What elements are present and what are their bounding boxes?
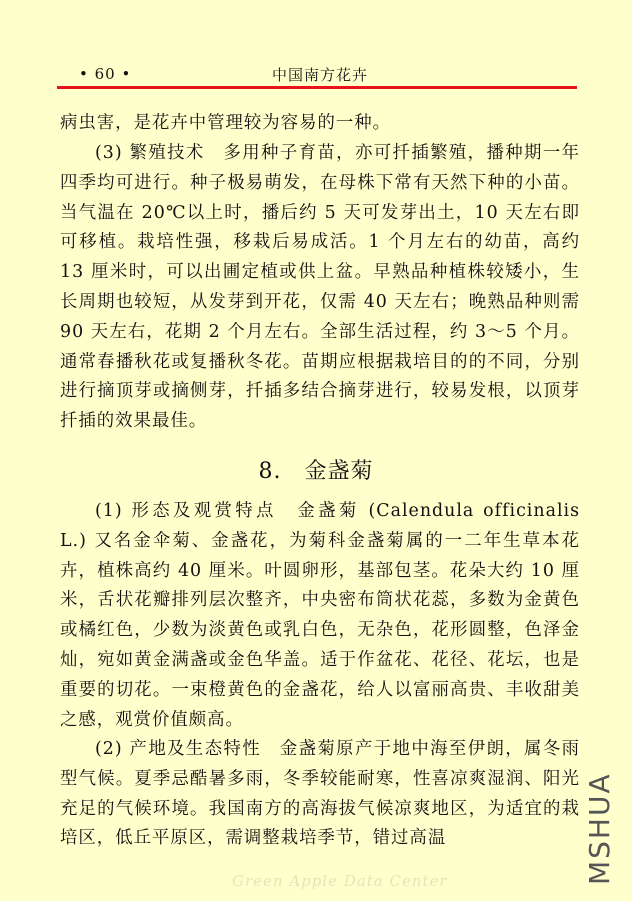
page-header [57,64,577,88]
paragraph-propagation: (3) 繁殖技术 多用种子育苗，亦可扦插繁殖，播种期一年四季均可进行。种子极易萌发，在母株下常有天然下种的小苗。当气温在 20℃以上时，播后约 5 天可发芽出土，10 天左右即可移植。栽培性强，移栽后易成活。1 个月左右的幼苗，高约 13 厘米时，可以出圃定植或供上盆。早熟品种植株较矮小，生长周期也较短，从发芽到开花，仅需 40 天左右；晚熟品种则需 90 天左右，花期 2 个月左右。全部生活过程，约 3～5 个月。通常春播秋花或复播秋冬花。苗期应根据栽培目的的不同，分别进行摘顶芽或摘侧芽，扦插多结合摘芽进行，较易发根，以顶芽扦插的效果最佳。 [60,143,580,432]
page-number: • 60 • [79,65,132,83]
side-logo: MSHUA [583,772,616,885]
paragraph-pest: 病虫害，是花卉中管理较为容易的一种。 [60,113,392,133]
running-title: 中国南方花卉 [272,66,369,84]
watermark: Green Apple Data Center [232,872,448,890]
paragraph-morphology: (1) 形态及观赏特点 金盏菊 (Calendula officinalis L.) 又名金伞菊、金盏花，为菊科金盏菊属的一二年生草本花卉，植株高约 40 厘米。叶圆卵形，基部包茎。花朵大约 10 厘米，舌状花瓣排列层次整齐，中央密布筒状花蕊，多数为金黄色或橘红色，少数为淡黄色或乳白色，无杂色，花形圆整，色泽金灿，宛如黄金满盏或金色华盖。适于作盆花、花径、花坛，也是重要的切花。一束橙黄色的金盏花，给人以富丽高贵、丰收甜美之感，观赏价值颇高。 [60,501,580,730]
section-heading: 8. 金盏菊 [258,459,374,484]
paragraph-habitat: (2) 产地及生态特性 金盏菊原产于地中海至伊朗，属冬雨型气候。夏季忌酷暑多雨，冬季较能耐寒，性喜凉爽湿润、阳光充足的气候环境。我国南方的高海拔气候凉爽地区，为适宜的栽培区，低丘平原区，需调整栽培季节，错过高温 [60,739,580,849]
header-rule [57,86,577,89]
